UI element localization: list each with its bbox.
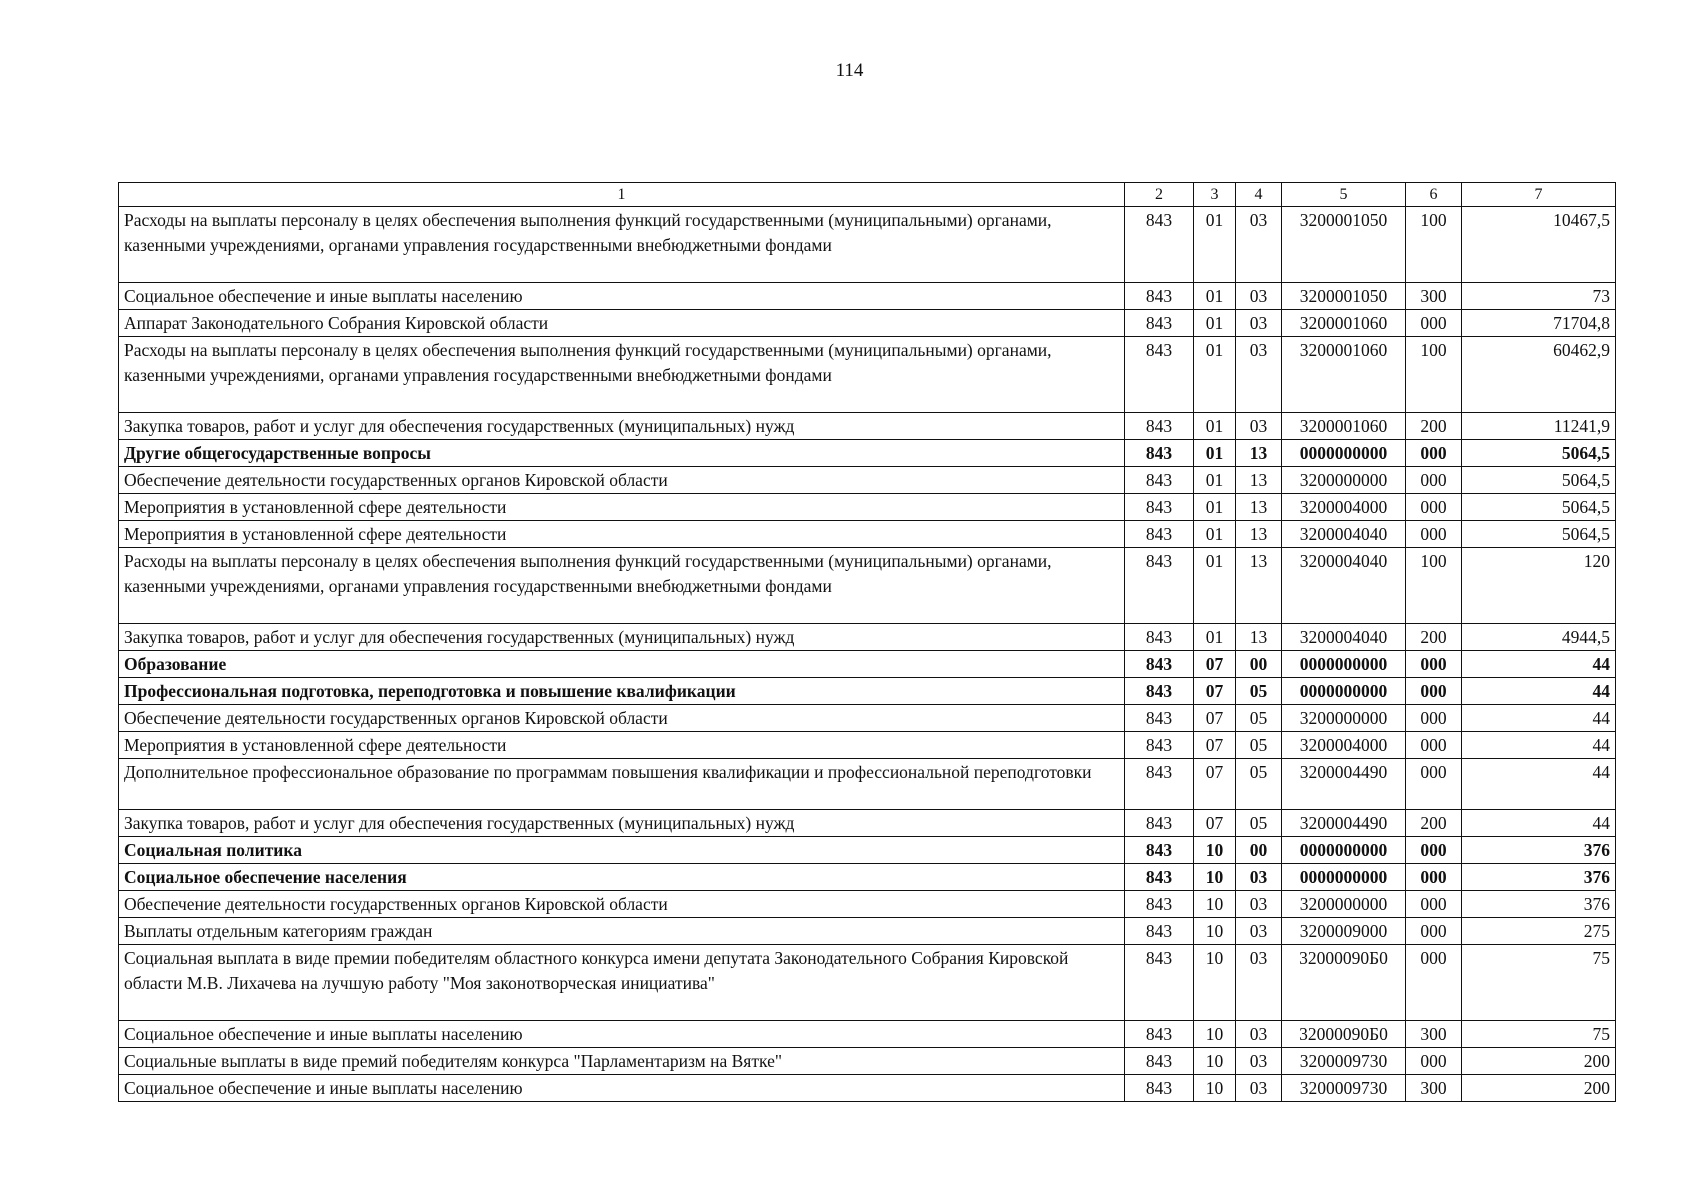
cell-target-article: 32000090Б0	[1282, 1021, 1406, 1048]
cell-expense-type: 000	[1406, 759, 1462, 810]
cell-ministry-code: 843	[1125, 705, 1194, 732]
table-row	[119, 945, 1616, 1021]
cell-target-article: 32000090Б0	[1282, 945, 1406, 1021]
cell-amount: 5064,5	[1462, 521, 1616, 548]
cell-subsection: 03	[1236, 283, 1282, 310]
cell-section: 01	[1194, 413, 1236, 440]
row-name: Социальная выплата в виде премии победителям областного конкурса имени депутата Законодательного Собрания Кировской области М.В. Лихачева на лучшую работу "Моя законотворческая инициатива"	[119, 945, 1125, 1021]
cell-target-article: 3200004490	[1282, 810, 1406, 837]
cell-ministry-code: 843	[1125, 548, 1194, 624]
cell-target-article: 0000000000	[1282, 864, 1406, 891]
cell-ministry-code: 843	[1125, 283, 1194, 310]
cell-ministry-code: 843	[1125, 1021, 1194, 1048]
cell-amount: 71704,8	[1462, 310, 1616, 337]
cell-subsection: 13	[1236, 467, 1282, 494]
cell-expense-type: 000	[1406, 837, 1462, 864]
cell-ministry-code: 843	[1125, 864, 1194, 891]
row-name: Мероприятия в установленной сфере деятельности	[119, 494, 1125, 521]
cell-expense-type: 000	[1406, 945, 1462, 1021]
cell-subsection: 13	[1236, 440, 1282, 467]
cell-ministry-code: 843	[1125, 310, 1194, 337]
cell-target-article: 3200001050	[1282, 207, 1406, 283]
cell-amount: 60462,9	[1462, 337, 1616, 413]
cell-expense-type: 300	[1406, 283, 1462, 310]
cell-target-article: 3200004000	[1282, 494, 1406, 521]
table-row	[119, 467, 1616, 494]
cell-section: 07	[1194, 705, 1236, 732]
cell-section: 10	[1194, 864, 1236, 891]
table-row	[119, 548, 1616, 624]
table-row	[119, 521, 1616, 548]
cell-amount: 5064,5	[1462, 467, 1616, 494]
row-name: Мероприятия в установленной сфере деятельности	[119, 732, 1125, 759]
cell-expense-type: 000	[1406, 678, 1462, 705]
cell-section: 10	[1194, 1048, 1236, 1075]
cell-subsection: 13	[1236, 494, 1282, 521]
row-name: Расходы на выплаты персоналу в целях обеспечения выполнения функций государственными (муниципальными) органами, казенными учреждениями, органами управления государственными внебюджетными фондами	[119, 337, 1125, 413]
cell-section: 07	[1194, 810, 1236, 837]
cell-subsection: 03	[1236, 207, 1282, 283]
table-row	[119, 864, 1616, 891]
cell-subsection: 03	[1236, 1048, 1282, 1075]
cell-expense-type: 000	[1406, 732, 1462, 759]
cell-target-article: 3200004490	[1282, 759, 1406, 810]
cell-subsection: 00	[1236, 651, 1282, 678]
table-row	[119, 494, 1616, 521]
cell-amount: 376	[1462, 891, 1616, 918]
table-row	[119, 705, 1616, 732]
cell-amount: 75	[1462, 1021, 1616, 1048]
cell-target-article: 3200001060	[1282, 310, 1406, 337]
cell-target-article: 3200001060	[1282, 337, 1406, 413]
cell-subsection: 03	[1236, 310, 1282, 337]
cell-amount: 75	[1462, 945, 1616, 1021]
cell-expense-type: 000	[1406, 651, 1462, 678]
cell-expense-type: 300	[1406, 1021, 1462, 1048]
page-number: 114	[835, 60, 864, 81]
cell-subsection: 03	[1236, 945, 1282, 1021]
cell-section: 01	[1194, 521, 1236, 548]
row-name: Закупка товаров, работ и услуг для обеспечения государственных (муниципальных) нужд	[119, 413, 1125, 440]
cell-ministry-code: 843	[1125, 759, 1194, 810]
cell-section: 10	[1194, 945, 1236, 1021]
cell-expense-type: 000	[1406, 440, 1462, 467]
cell-ministry-code: 843	[1125, 651, 1194, 678]
table-row	[119, 1021, 1616, 1048]
row-name: Социальная политика	[119, 837, 1125, 864]
cell-target-article: 3200001050	[1282, 283, 1406, 310]
cell-expense-type: 000	[1406, 521, 1462, 548]
cell-target-article: 3200009730	[1282, 1048, 1406, 1075]
cell-amount: 200	[1462, 1075, 1616, 1102]
cell-section: 10	[1194, 918, 1236, 945]
table-row	[119, 1048, 1616, 1075]
cell-ministry-code: 843	[1125, 945, 1194, 1021]
row-name: Расходы на выплаты персоналу в целях обеспечения выполнения функций государственными (муниципальными) органами, казенными учреждениями, органами управления государственными внебюджетными фондами	[119, 548, 1125, 624]
cell-ministry-code: 843	[1125, 521, 1194, 548]
cell-target-article: 0000000000	[1282, 678, 1406, 705]
row-name: Социальное обеспечение и иные выплаты населению	[119, 1075, 1125, 1102]
cell-target-article: 3200009730	[1282, 1075, 1406, 1102]
table-row	[119, 624, 1616, 651]
cell-subsection: 00	[1236, 837, 1282, 864]
cell-subsection: 03	[1236, 413, 1282, 440]
header-cell: 4	[1236, 183, 1282, 207]
cell-section: 07	[1194, 651, 1236, 678]
budget-table	[118, 182, 1616, 1102]
cell-amount: 5064,5	[1462, 494, 1616, 521]
row-name: Расходы на выплаты персоналу в целях обеспечения выполнения функций государственными (муниципальными) органами, казенными учреждениями, органами управления государственными внебюджетными фондами	[119, 207, 1125, 283]
cell-ministry-code: 843	[1125, 678, 1194, 705]
row-name: Образование	[119, 651, 1125, 678]
row-name: Социальное обеспечение и иные выплаты населению	[119, 283, 1125, 310]
cell-subsection: 05	[1236, 759, 1282, 810]
cell-target-article: 0000000000	[1282, 837, 1406, 864]
table-row	[119, 337, 1616, 413]
cell-section: 10	[1194, 891, 1236, 918]
table-row	[119, 759, 1616, 810]
cell-amount: 10467,5	[1462, 207, 1616, 283]
cell-section: 01	[1194, 440, 1236, 467]
cell-ministry-code: 843	[1125, 891, 1194, 918]
cell-subsection: 13	[1236, 548, 1282, 624]
cell-section: 10	[1194, 1021, 1236, 1048]
cell-expense-type: 000	[1406, 494, 1462, 521]
table-row	[119, 440, 1616, 467]
cell-ministry-code: 843	[1125, 624, 1194, 651]
cell-target-article: 3200000000	[1282, 467, 1406, 494]
cell-subsection: 05	[1236, 678, 1282, 705]
cell-ministry-code: 843	[1125, 837, 1194, 864]
cell-ministry-code: 843	[1125, 732, 1194, 759]
cell-subsection: 05	[1236, 732, 1282, 759]
cell-expense-type: 000	[1406, 1048, 1462, 1075]
table-row	[119, 678, 1616, 705]
cell-section: 01	[1194, 494, 1236, 521]
header-cell: 7	[1462, 183, 1616, 207]
cell-target-article: 3200004040	[1282, 521, 1406, 548]
cell-section: 01	[1194, 624, 1236, 651]
cell-section: 01	[1194, 207, 1236, 283]
cell-subsection: 03	[1236, 1075, 1282, 1102]
cell-ministry-code: 843	[1125, 918, 1194, 945]
cell-amount: 200	[1462, 1048, 1616, 1075]
cell-subsection: 03	[1236, 1021, 1282, 1048]
table-row	[119, 918, 1616, 945]
cell-ministry-code: 843	[1125, 494, 1194, 521]
cell-target-article: 3200004040	[1282, 548, 1406, 624]
cell-expense-type: 000	[1406, 705, 1462, 732]
row-name: Обеспечение деятельности государственных органов Кировской области	[119, 891, 1125, 918]
cell-target-article: 3200001060	[1282, 413, 1406, 440]
cell-section: 07	[1194, 678, 1236, 705]
cell-target-article: 3200000000	[1282, 705, 1406, 732]
row-name: Обеспечение деятельности государственных органов Кировской области	[119, 705, 1125, 732]
cell-ministry-code: 843	[1125, 810, 1194, 837]
cell-section: 01	[1194, 283, 1236, 310]
cell-amount: 44	[1462, 732, 1616, 759]
cell-subsection: 13	[1236, 521, 1282, 548]
cell-expense-type: 200	[1406, 810, 1462, 837]
cell-amount: 44	[1462, 678, 1616, 705]
cell-expense-type: 000	[1406, 310, 1462, 337]
table-row	[119, 837, 1616, 864]
cell-expense-type: 000	[1406, 864, 1462, 891]
cell-amount: 376	[1462, 837, 1616, 864]
cell-subsection: 03	[1236, 891, 1282, 918]
cell-ministry-code: 843	[1125, 337, 1194, 413]
cell-ministry-code: 843	[1125, 1048, 1194, 1075]
cell-target-article: 0000000000	[1282, 651, 1406, 678]
cell-section: 01	[1194, 467, 1236, 494]
table-row	[119, 810, 1616, 837]
cell-expense-type: 200	[1406, 413, 1462, 440]
table-row	[119, 732, 1616, 759]
cell-section: 01	[1194, 548, 1236, 624]
header-cell: 6	[1406, 183, 1462, 207]
cell-amount: 44	[1462, 759, 1616, 810]
cell-section: 07	[1194, 732, 1236, 759]
cell-amount: 73	[1462, 283, 1616, 310]
row-name: Аппарат Законодательного Собрания Кировской области	[119, 310, 1125, 337]
cell-amount: 11241,9	[1462, 413, 1616, 440]
cell-subsection: 13	[1236, 624, 1282, 651]
cell-subsection: 05	[1236, 705, 1282, 732]
cell-amount: 44	[1462, 705, 1616, 732]
cell-amount: 44	[1462, 810, 1616, 837]
cell-amount: 4944,5	[1462, 624, 1616, 651]
header-cell: 2	[1125, 183, 1194, 207]
table-row	[119, 891, 1616, 918]
table-header-row	[119, 183, 1616, 207]
row-name: Выплаты отдельным категориям граждан	[119, 918, 1125, 945]
cell-amount: 5064,5	[1462, 440, 1616, 467]
cell-subsection: 03	[1236, 918, 1282, 945]
row-name: Социальные выплаты в виде премий победителям конкурса "Парламентаризм на Вятке"	[119, 1048, 1125, 1075]
table-row	[119, 413, 1616, 440]
row-name: Социальное обеспечение населения	[119, 864, 1125, 891]
row-name: Закупка товаров, работ и услуг для обеспечения государственных (муниципальных) нужд	[119, 624, 1125, 651]
row-name: Профессиональная подготовка, переподготовка и повышение квалификации	[119, 678, 1125, 705]
cell-subsection: 03	[1236, 337, 1282, 413]
cell-expense-type: 000	[1406, 918, 1462, 945]
cell-target-article: 3200004000	[1282, 732, 1406, 759]
row-name: Мероприятия в установленной сфере деятельности	[119, 521, 1125, 548]
cell-expense-type: 200	[1406, 624, 1462, 651]
table-row	[119, 651, 1616, 678]
cell-section: 01	[1194, 337, 1236, 413]
table-row	[119, 1075, 1616, 1102]
cell-expense-type: 000	[1406, 467, 1462, 494]
cell-ministry-code: 843	[1125, 413, 1194, 440]
cell-amount: 376	[1462, 864, 1616, 891]
cell-section: 10	[1194, 1075, 1236, 1102]
row-name: Закупка товаров, работ и услуг для обеспечения государственных (муниципальных) нужд	[119, 810, 1125, 837]
cell-amount: 120	[1462, 548, 1616, 624]
cell-target-article: 3200000000	[1282, 891, 1406, 918]
cell-expense-type: 100	[1406, 207, 1462, 283]
row-name: Обеспечение деятельности государственных органов Кировской области	[119, 467, 1125, 494]
cell-ministry-code: 843	[1125, 207, 1194, 283]
cell-target-article: 3200004040	[1282, 624, 1406, 651]
cell-section: 01	[1194, 310, 1236, 337]
row-name: Другие общегосударственные вопросы	[119, 440, 1125, 467]
cell-expense-type: 100	[1406, 337, 1462, 413]
cell-amount: 275	[1462, 918, 1616, 945]
header-cell: 3	[1194, 183, 1236, 207]
cell-ministry-code: 843	[1125, 1075, 1194, 1102]
cell-section: 10	[1194, 837, 1236, 864]
table-row	[119, 283, 1616, 310]
cell-subsection: 03	[1236, 864, 1282, 891]
cell-expense-type: 000	[1406, 891, 1462, 918]
cell-target-article: 3200009000	[1282, 918, 1406, 945]
cell-expense-type: 300	[1406, 1075, 1462, 1102]
cell-amount: 44	[1462, 651, 1616, 678]
table-row	[119, 310, 1616, 337]
header-cell: 1	[119, 183, 1125, 207]
cell-target-article: 0000000000	[1282, 440, 1406, 467]
table-row	[119, 207, 1616, 283]
cell-ministry-code: 843	[1125, 467, 1194, 494]
cell-section: 07	[1194, 759, 1236, 810]
row-name: Дополнительное профессиональное образование по программам повышения квалификации и профессиональной переподготовки	[119, 759, 1125, 810]
cell-ministry-code: 843	[1125, 440, 1194, 467]
cell-subsection: 05	[1236, 810, 1282, 837]
cell-expense-type: 100	[1406, 548, 1462, 624]
row-name: Социальное обеспечение и иные выплаты населению	[119, 1021, 1125, 1048]
header-cell: 5	[1282, 183, 1406, 207]
